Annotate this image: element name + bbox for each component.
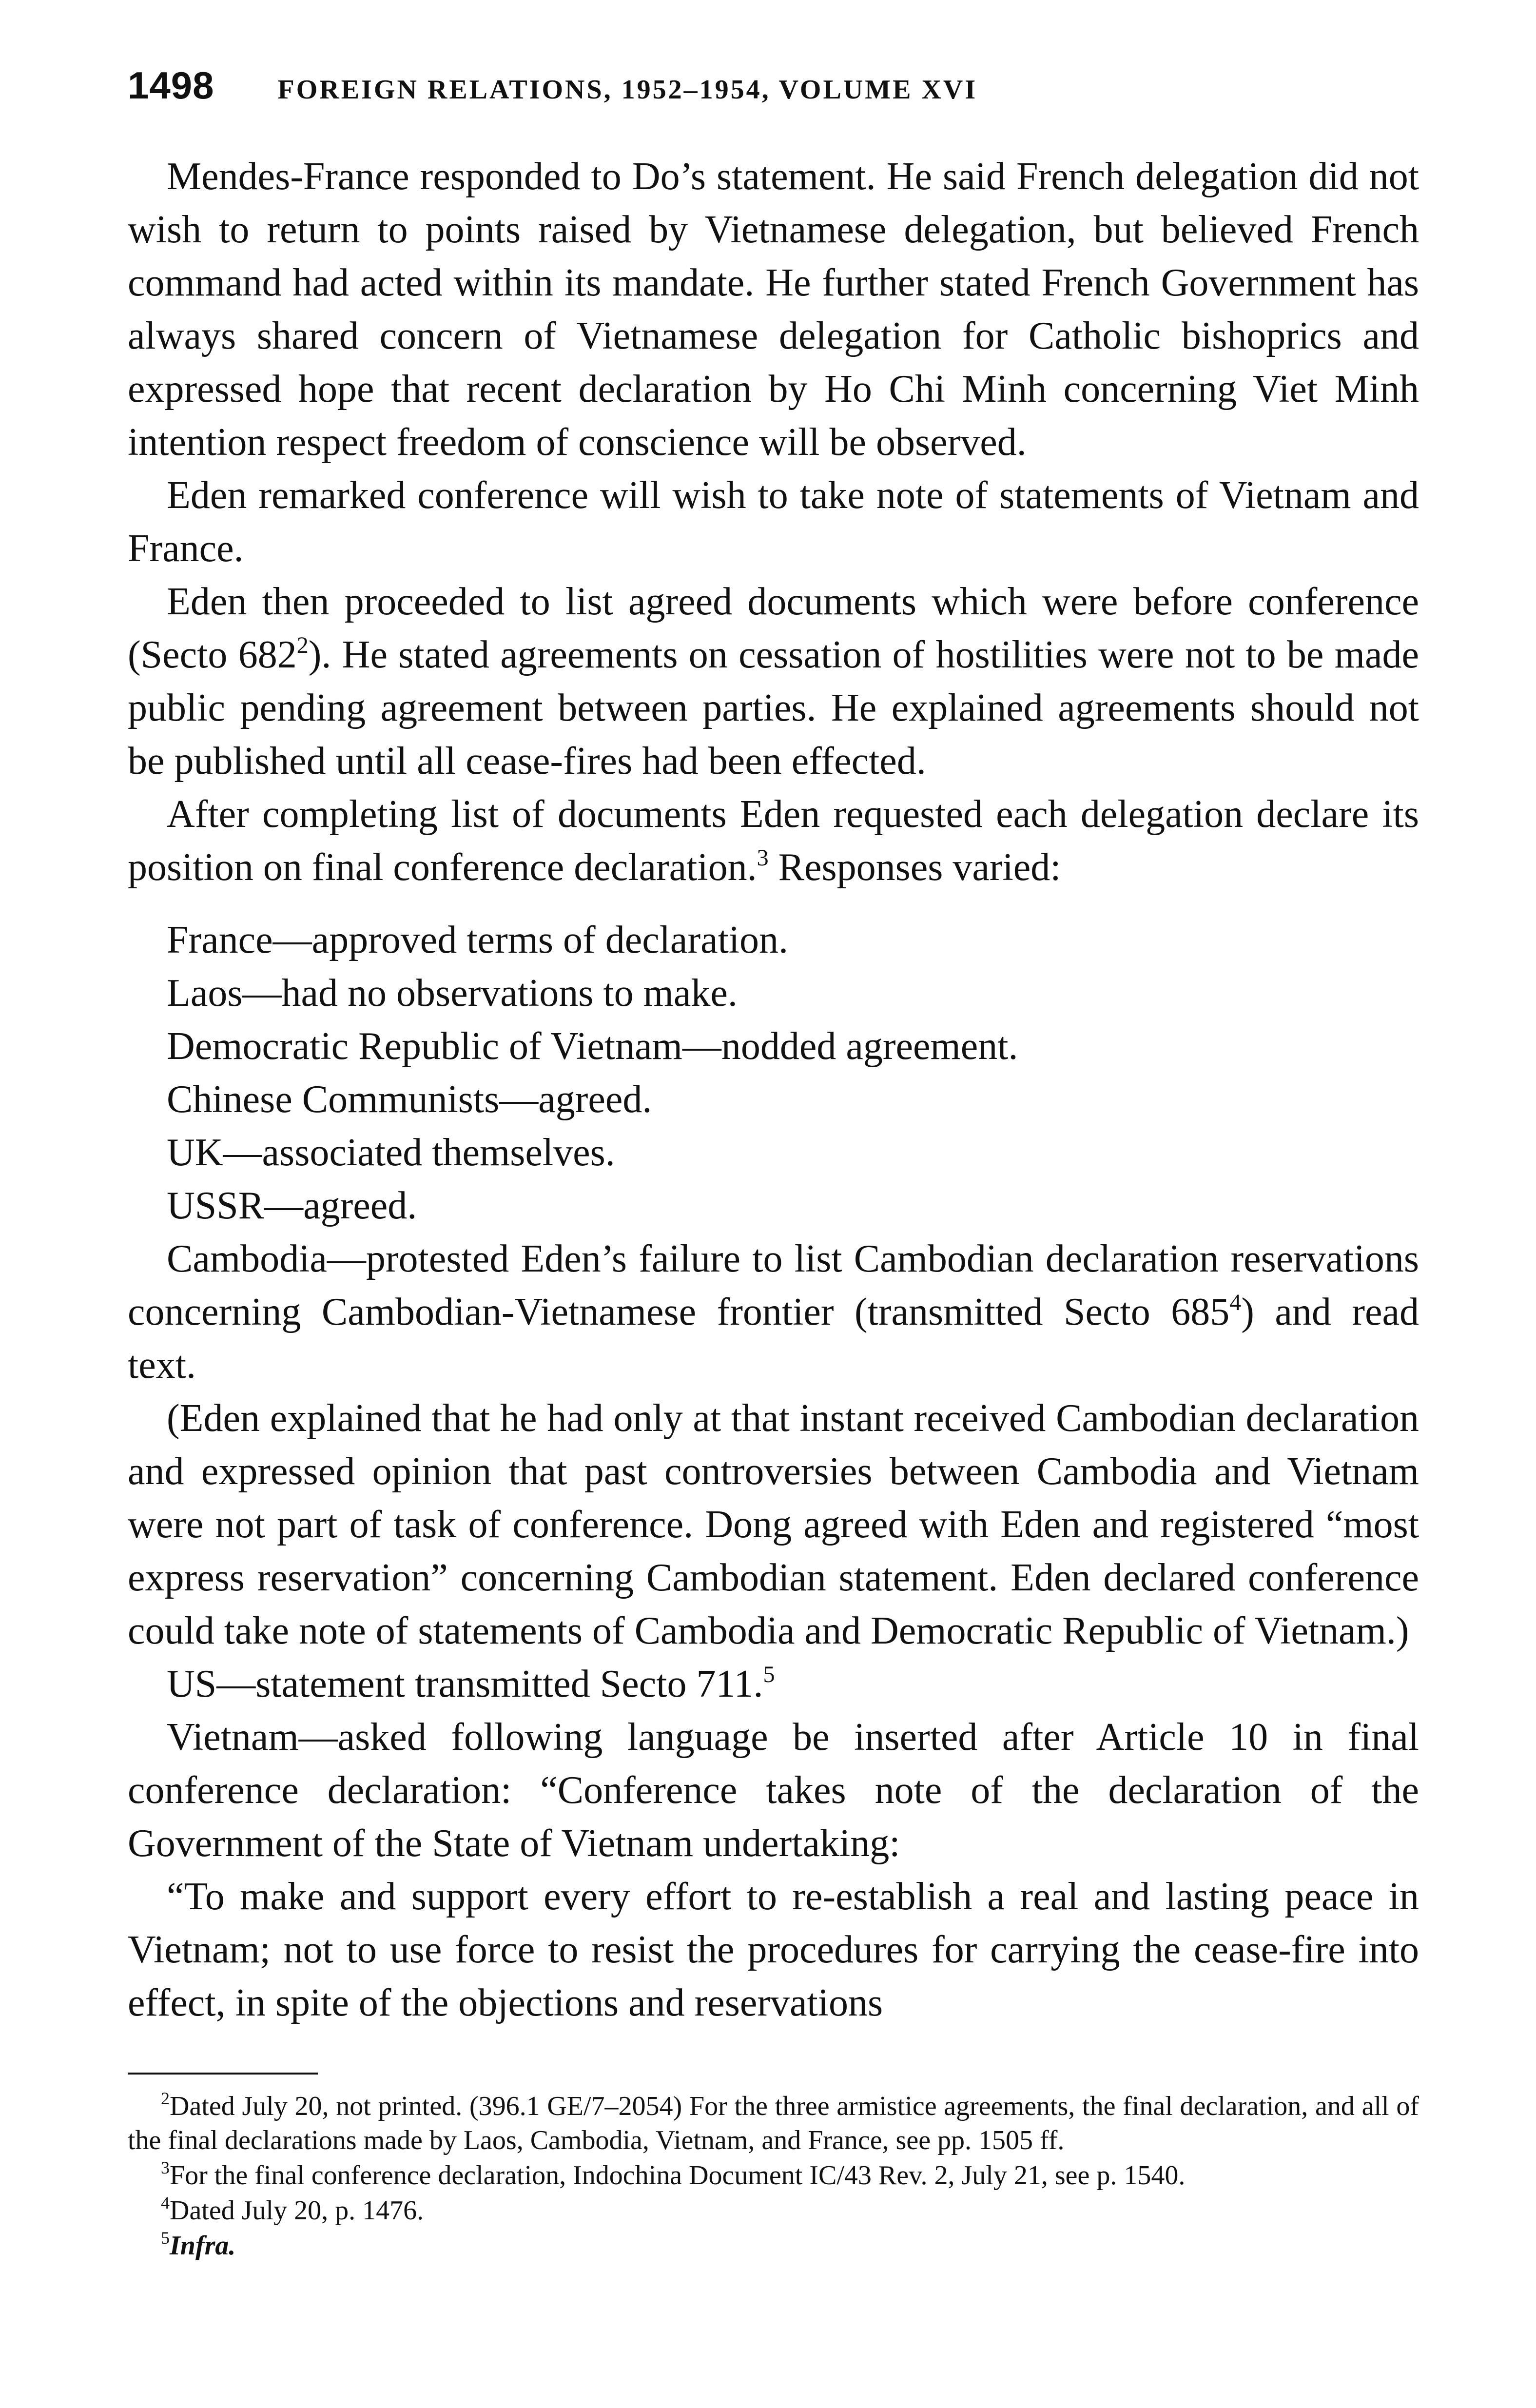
response-laos: Laos—had no observations to make. xyxy=(167,972,738,1015)
eden-note: (Eden explained that he had only at that instant received Cambodian declaration and expressed opinion that past controversies between Cambodia and Vietnam were not part of task of conference. Dong agreed with Eden and registered “most express reservation” concerning Cambodian statement. Eden declared conference could take note of statements of Cambodia and Democratic Republic of Vietnam.) xyxy=(128,1397,1419,1652)
paragraph-text: Mendes-France responded to Do’s statement. He said French delegation did not wish to return to points raised by Vietnamese delegation, but believed French command had acted within its mandate. He further stated French Government has always shared concern of Vietnamese delegation for Catholic bishoprics and expressed hope that recent declaration by Ho Chi Minh concerning Viet Minh intention respect freedom of conscience will be observed. xyxy=(128,155,1419,464)
response-text: US—statement transmitted Secto 711. xyxy=(167,1663,763,1705)
footnote-mark: 5 xyxy=(161,2228,170,2248)
response-uk: UK—associated themselves. xyxy=(167,1131,615,1174)
footnote-ref: 3 xyxy=(757,845,769,871)
paragraph-eden-list xyxy=(128,575,1419,788)
footnote-ref: 2 xyxy=(296,632,309,658)
footnote-text: For the final conference declaration, Indochina Document IC/43 Rev. 2, July 21, see p. 1540. xyxy=(170,2160,1186,2191)
paragraph-eden-remark xyxy=(128,469,1419,575)
response-france: France—approved terms of declaration. xyxy=(167,919,789,961)
response-cambodia xyxy=(128,1233,1419,1392)
quoted-declaration: “To make and support every effort to re-establish a real and lasting peace in Vietnam; not to use force to resist the procedures for carrying the cease-fire into effect, in spite of the objections and reservations xyxy=(128,1875,1419,2024)
footnote-ref: 5 xyxy=(763,1662,775,1687)
paragraph-text: After completing list of documents Eden requested each delegation declare its position on final conference declaration. xyxy=(128,793,1419,889)
footnote-text: Dated July 20, not printed. (396.1 GE/7–2054) For the three armistice agreements, the final declaration, and all of the final declarations made by Laos, Cambodia, Vietnam, and France, see pp. 1505 ff. xyxy=(128,2091,1419,2155)
footnote-mark: 2 xyxy=(161,2089,170,2108)
response-text: ) and read text. xyxy=(128,1291,1419,1387)
paragraph-text: Responses varied: xyxy=(768,846,1061,889)
paragraph-text: Eden then proceeded to list agreed documents which were before conference (Secto 682 xyxy=(128,580,1419,676)
page-number: 1498 xyxy=(128,64,214,107)
running-title: FOREIGN RELATIONS, 1952–1954, VOLUME XVI xyxy=(277,75,978,105)
running-head xyxy=(128,63,1419,122)
response-text: Cambodia—protested Eden’s failure to list Cambodian declaration reservations concerning Cambodian-Vietnamese frontier (transmitted Secto 685 xyxy=(128,1237,1419,1333)
paragraph-text: ). He stated agreements on cessation of hostilities were not to be made public pending agreement between parties. He explained agreements should not be published until all cease-fires had been effected. xyxy=(128,633,1419,783)
body-text xyxy=(128,150,1419,2030)
footnotes xyxy=(128,2089,1419,2263)
footnote-3 xyxy=(128,2158,1419,2193)
response-drv: Democratic Republic of Vietnam—nodded agreement. xyxy=(167,1025,1018,1068)
footnote-4 xyxy=(128,2193,1419,2228)
footnote-2 xyxy=(128,2089,1419,2157)
response-chinese: Chinese Communists—agreed. xyxy=(167,1078,652,1121)
footnote-text: Infra. xyxy=(170,2231,236,2261)
footnote-divider xyxy=(128,2073,318,2075)
paragraph-text: Eden remarked conference will wish to take note of statements of Vietnam and France. xyxy=(128,474,1419,570)
response-vietnam: Vietnam—asked following language be inserted after Article 10 in final conference declaration: “Conference takes note of the declaration of the Government of the State of Vietnam undertaking: xyxy=(128,1716,1419,1865)
responses-list xyxy=(128,914,1419,2030)
footnote-mark: 4 xyxy=(161,2193,170,2212)
paragraph-mendes-france xyxy=(128,150,1419,469)
footnote-text: Dated July 20, p. 1476. xyxy=(170,2195,424,2226)
response-us xyxy=(128,1658,1419,1711)
footnote-ref: 4 xyxy=(1229,1290,1242,1315)
response-ussr: USSR—agreed. xyxy=(167,1184,417,1227)
footnote-mark: 3 xyxy=(161,2158,170,2177)
paragraph-completing-list xyxy=(128,788,1419,894)
footnote-5 xyxy=(128,2229,1419,2263)
